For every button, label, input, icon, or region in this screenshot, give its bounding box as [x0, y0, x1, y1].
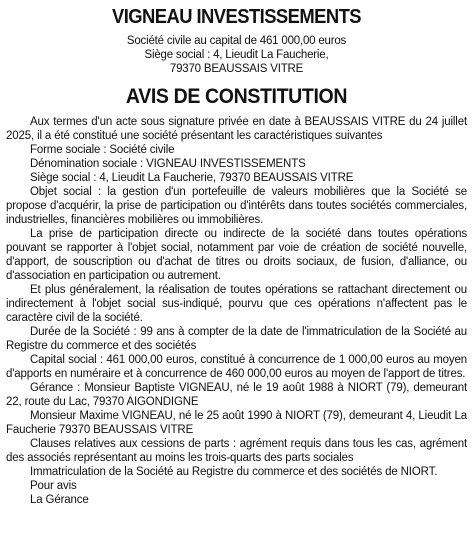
- capital-paragraph: Capital social : 461 000,00 euros, constitué à concurrence de 1 000,00 euros au moyen d'apports en numéraire et à concurrence de 460 000,00 euros au moyen de l'apport de titres.: [6, 354, 467, 380]
- city-line: 79370 BEAUSSAIS VITRE: [169, 63, 304, 75]
- seat-line: Siège social : 4, Lieudit La Faucherie,: [144, 49, 329, 61]
- forme-sociale: Forme sociale : Société civile: [30, 144, 175, 156]
- duree-paragraph: Durée de la Société : 99 ans à compter de la date de l'immatriculation de la Société au Registre du commerce et des sociétés: [6, 326, 467, 352]
- pour-avis: Pour avis: [30, 480, 77, 492]
- immatriculation-paragraph: Immatriculation de la Société au Registre du commerce et des sociétés de NIORT.: [30, 466, 438, 478]
- participation-paragraph: La prise de participation directe ou indirecte de la société dans toutes opérations pouvant se rapporter à l'objet social, notamment par voie de création de société nouvelle, d'apport, de souscription ou d'achat de titres ou droits sociaux, de fusion, d'alliance, ou d'association en participation ou autrement.: [6, 228, 467, 282]
- intro-paragraph: Aux termes d'un acte sous signature privée en date à BEAUSSAIS VITRE du 24 juillet 2025, il a été constitué une société présentant les caractéristiques suivantes: [6, 116, 467, 142]
- gerance-second-manager: Monsieur Maxime VIGNEAU, né le 25 août 1990 à NIORT (79), demeurant 4, Lieudit La Faucherie 79370 BEAUSSAIS VITRE: [6, 410, 467, 436]
- notice-title: AVIS DE CONSTITUTION: [125, 85, 348, 108]
- signature: La Gérance: [30, 494, 89, 506]
- notice-body: [6, 115, 467, 507]
- generalement-paragraph: Et plus généralement, la réalisation de toutes opérations se rattachant directement ou indirectement à l'objet social sus-indiqué, pourvu que ces opérations n'affectent pas le caractère civil de la société.: [6, 284, 467, 324]
- company-name: VIGNEAU INVESTISSEMENTS: [111, 6, 362, 28]
- clauses-paragraph: Clauses relatives aux cessions de parts : agrément requis dans tous les cas, agrément des associés représentant au moins les trois-quarts des parts sociales: [6, 438, 467, 464]
- denomination-sociale: Dénomination sociale : VIGNEAU INVESTISSEMENTS: [30, 158, 306, 170]
- siege-social: Siège social : 4, Lieudit La Faucherie, 79370 BEAUSSAIS VITRE: [30, 172, 354, 184]
- gerance-first-manager: Gérance : Monsieur Baptiste VIGNEAU, né le 19 août 1988 à NIORT (79), demeurant 22, route du Lac, 79370 AIGONDIGNE: [6, 382, 467, 408]
- objet-social: Objet social : la gestion d'un portefeuille de valeurs mobilières que la Société se propose d'acquérir, la prise de participation ou d'intérêts dans toutes sociétés commerciales, industrielles, financières mobilières ou immobilières.: [6, 186, 467, 226]
- capital-line: Société civile au capital de 461 000,00 euros: [126, 35, 347, 47]
